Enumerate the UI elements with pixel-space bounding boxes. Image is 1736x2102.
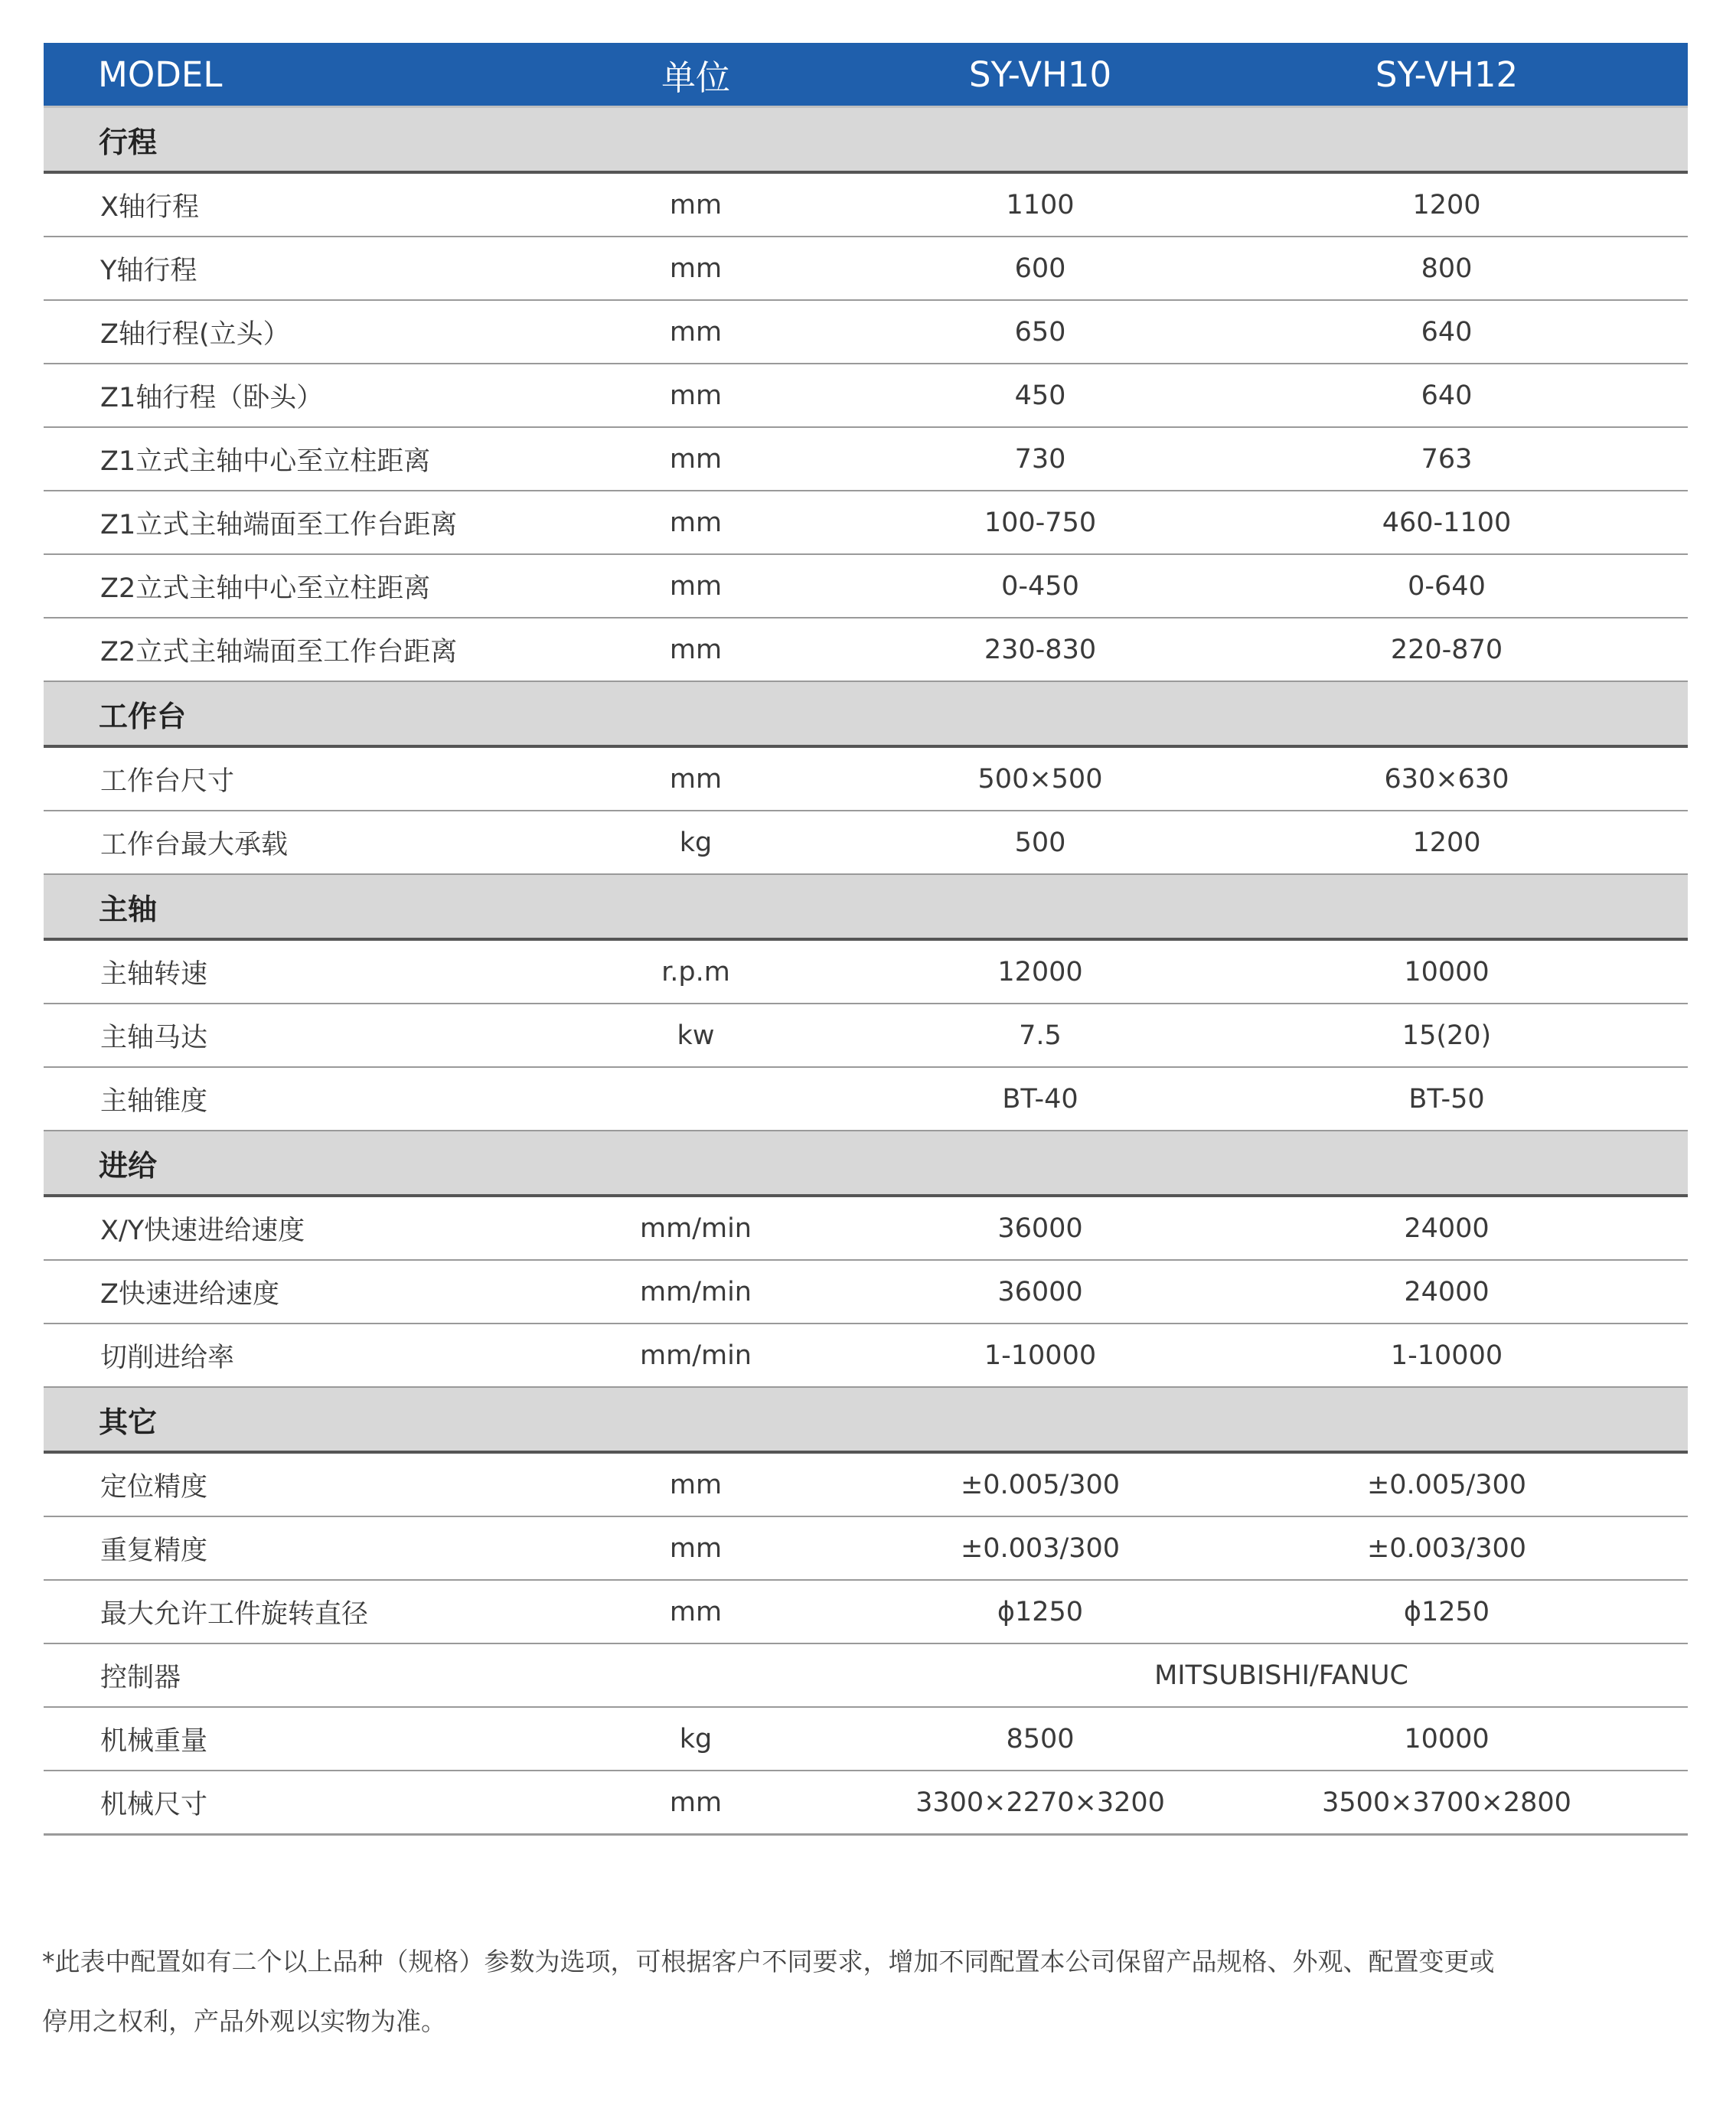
spec-unit [517,1643,875,1707]
spec-value-vh12: ϕ1250 [1206,1580,1688,1643]
spec-unit: mm [517,554,875,618]
section-header [44,107,1688,173]
spec-value-vh10: BT-40 [875,1067,1206,1131]
spec-name: 主轴马达 [44,1004,517,1067]
table-body [44,107,1688,1835]
spec-unit: kg [517,1707,875,1771]
spec-value-vh12: 460-1100 [1206,491,1688,554]
spec-value-vh10: 3300×2270×3200 [875,1771,1206,1835]
table-row [44,237,1688,300]
spec-unit: r.p.m [517,939,875,1004]
spec-unit: kw [517,1004,875,1067]
spec-unit: mm [517,491,875,554]
section-title: 主轴 [44,874,1688,939]
spec-name: 主轴转速 [44,939,517,1004]
spec-name: 切削进给率 [44,1324,517,1387]
spec-name: Z轴行程(立头） [44,300,517,364]
spec-value-vh10: ϕ1250 [875,1580,1206,1643]
table-row [44,1004,1688,1067]
spec-value-vh12: 1-10000 [1206,1324,1688,1387]
spec-value-vh12: 15(20) [1206,1004,1688,1067]
spec-value-vh10: 12000 [875,939,1206,1004]
spec-unit: mm [517,237,875,300]
section-header [44,1387,1688,1452]
spec-name: Z2立式主轴中心至立柱距离 [44,554,517,618]
spec-unit: mm [517,427,875,491]
table-row [44,746,1688,811]
table-row [44,1516,1688,1580]
section-title: 行程 [44,107,1688,173]
spec-value-vh12: 630×630 [1206,746,1688,811]
table-row [44,811,1688,874]
header-row [44,43,1688,107]
spec-name: 重复精度 [44,1516,517,1580]
spec-value-vh12: 3500×3700×2800 [1206,1771,1688,1835]
table-row [44,364,1688,427]
spec-value-vh12: ±0.005/300 [1206,1452,1688,1516]
spec-unit: kg [517,811,875,874]
spec-name: 机械重量 [44,1707,517,1771]
spec-name: Z1轴行程（卧头） [44,364,517,427]
table-row [44,427,1688,491]
footnote-line-2: 停用之权利，产品外观以实物为准。 [42,2006,446,2036]
spec-value-vh12: 800 [1206,237,1688,300]
spec-unit: mm/min [517,1260,875,1324]
spec-value-vh12: 24000 [1206,1260,1688,1324]
spec-unit: mm [517,1771,875,1835]
header-unit: 单位 [517,43,875,107]
table-row [44,172,1688,237]
spec-name: 控制器 [44,1643,517,1707]
spec-value-vh10: 650 [875,300,1206,364]
spec-value-vh12: 0-640 [1206,554,1688,618]
spec-value-vh12: 1200 [1206,811,1688,874]
spec-value-vh10: 500×500 [875,746,1206,811]
footnote-line-1: *此表中配置如有二个以上品种（规格）参数为选项，可根据客户不同要求，增加不同配置本公司保留产品规格、外观、配置变更或 [42,1947,1495,1976]
table-row [44,1580,1688,1643]
table-row [44,300,1688,364]
spec-value-vh12: 640 [1206,300,1688,364]
spec-value-vh10: 0-450 [875,554,1206,618]
table-row [44,1452,1688,1516]
spec-value-vh10: 7.5 [875,1004,1206,1067]
spec-value-vh10: 730 [875,427,1206,491]
spec-name: 最大允许工件旋转直径 [44,1580,517,1643]
table-row [44,1771,1688,1835]
spec-name: X/Y快速进给速度 [44,1196,517,1260]
section-header [44,1131,1688,1196]
table-row [44,618,1688,681]
spec-value-vh12: 1200 [1206,172,1688,237]
spec-value-vh10: 500 [875,811,1206,874]
section-header [44,874,1688,939]
spec-name: 机械尺寸 [44,1771,517,1835]
spec-name: 主轴锥度 [44,1067,517,1131]
spec-value-vh10: 36000 [875,1196,1206,1260]
spec-unit: mm/min [517,1196,875,1260]
section-title: 工作台 [44,681,1688,746]
spec-name: 工作台最大承载 [44,811,517,874]
spec-name: X轴行程 [44,172,517,237]
spec-name: Z1立式主轴中心至立柱距离 [44,427,517,491]
spec-value-vh10: 1100 [875,172,1206,237]
spec-unit: mm [517,300,875,364]
spec-unit: mm [517,746,875,811]
spec-name: Z1立式主轴端面至工作台距离 [44,491,517,554]
spec-name: Z2立式主轴端面至工作台距离 [44,618,517,681]
spec-name: 工作台尺寸 [44,746,517,811]
section-header [44,681,1688,746]
spec-table [44,43,1688,1836]
spec-value-vh10: 230-830 [875,618,1206,681]
spec-unit: mm [517,364,875,427]
spec-value-vh12: 763 [1206,427,1688,491]
spec-unit: mm [517,1452,875,1516]
spec-value-vh12: ±0.003/300 [1206,1516,1688,1580]
table-row [44,1643,1688,1707]
table-row [44,1067,1688,1131]
spec-unit: mm/min [517,1324,875,1387]
table-row [44,554,1688,618]
table-row [44,491,1688,554]
spec-value-vh10: 8500 [875,1707,1206,1771]
spec-value-vh12: 10000 [1206,1707,1688,1771]
spec-value-vh10: 600 [875,237,1206,300]
header-model-a: SY-VH10 [875,43,1206,107]
spec-value-vh10: 100-750 [875,491,1206,554]
spec-value-vh12: 24000 [1206,1196,1688,1260]
spec-value-vh10: 36000 [875,1260,1206,1324]
table-row [44,1707,1688,1771]
spec-value-vh10: ±0.003/300 [875,1516,1206,1580]
spec-unit: mm [517,172,875,237]
table-header [44,43,1688,107]
spec-value-shared: MITSUBISHI/FANUC [875,1643,1688,1707]
table-row [44,1196,1688,1260]
spec-value-vh12: BT-50 [1206,1067,1688,1131]
spec-value-vh10: ±0.005/300 [875,1452,1206,1516]
spec-value-vh12: 10000 [1206,939,1688,1004]
header-model-b: SY-VH12 [1206,43,1688,107]
spec-value-vh12: 220-870 [1206,618,1688,681]
spec-value-vh10: 1-10000 [875,1324,1206,1387]
spec-unit: mm [517,1580,875,1643]
spec-unit: mm [517,618,875,681]
spec-unit [517,1067,875,1131]
table-row [44,1260,1688,1324]
table-row [44,939,1688,1004]
footnote [42,1932,1699,2051]
spec-name: 定位精度 [44,1452,517,1516]
spec-name: Z快速进给速度 [44,1260,517,1324]
spec-name: Y轴行程 [44,237,517,300]
spec-unit: mm [517,1516,875,1580]
section-title: 其它 [44,1387,1688,1452]
spec-value-vh12: 640 [1206,364,1688,427]
section-title: 进给 [44,1131,1688,1196]
header-model: MODEL [44,43,517,107]
spec-value-vh10: 450 [875,364,1206,427]
table-row [44,1324,1688,1387]
